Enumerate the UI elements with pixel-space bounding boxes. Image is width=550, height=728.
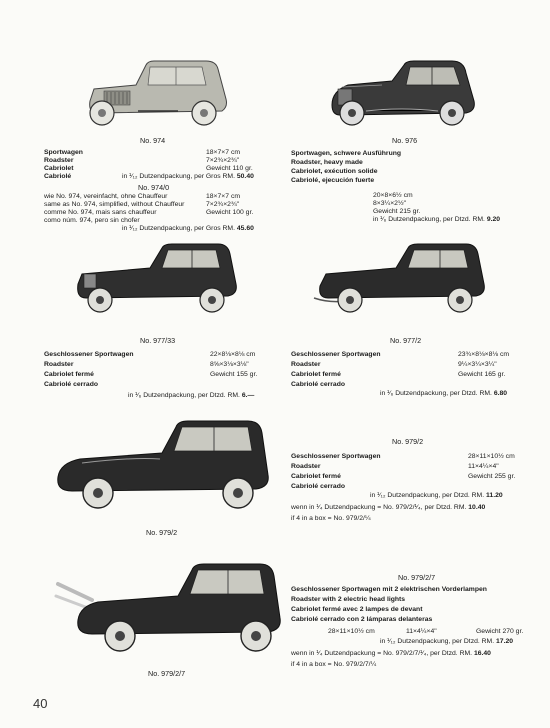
price: 11.20 xyxy=(486,492,503,499)
desc-line: Cabriolé cerrado con 2 lámparas delanteras xyxy=(291,616,433,623)
weight: Gewicht 215 gr. xyxy=(373,208,421,215)
name-line: Roadster xyxy=(44,157,74,164)
dims-in: 9¼×3¼×3¼" xyxy=(458,361,497,368)
packing: in ¹⁄₁₂ Dutzendpackung, per Dtzd. RM. xyxy=(370,492,485,499)
weight: Gewicht 255 gr. xyxy=(468,473,516,480)
model-descs-979-2-7 xyxy=(291,585,487,625)
desc-line: comme No. 974, mais sans chauffeur xyxy=(44,209,157,216)
weight: Gewicht 155 gr. xyxy=(210,371,258,378)
model-descs-974-0 xyxy=(44,193,184,225)
packing: in ¹⁄₁₂ Dutzendpackung, per Gros RM. xyxy=(122,173,235,180)
dims-cm: 28×11×10½ cm xyxy=(468,453,515,460)
model-label-976: No. 976 xyxy=(392,136,418,145)
desc-line: Geschlossener Sportwagen mit 2 elektrischen Vorderlampen xyxy=(291,586,487,593)
packing: in ¹⁄₁₂ Dutzendpackung, per Gros RM. xyxy=(122,225,235,232)
packing: in ¹⁄₆ Dutzendpackung, per Dtzd. RM. xyxy=(373,216,485,223)
name-line: Cabriolé xyxy=(44,173,72,180)
model-label-979-2-top: No. 979/2 xyxy=(392,437,424,446)
dims-in: 7×2¾×2¾" xyxy=(206,201,240,208)
name-line: Cabriolet fermé xyxy=(291,473,341,480)
model-specs-977-33 xyxy=(210,350,257,380)
price: 45.60 xyxy=(236,225,254,232)
model-label-979-2-7-bottom: No. 979/2/7 xyxy=(148,669,186,678)
model-label-979-2-7-top: No. 979/2/7 xyxy=(398,573,436,582)
price: 17.20 xyxy=(496,638,514,645)
desc-line: Cabriolet fermé avec 2 lampes de devant xyxy=(291,606,423,613)
name-line: Roadster xyxy=(291,463,321,470)
model-names-977-33 xyxy=(44,350,134,390)
name-line: Geschlossener Sportwagen xyxy=(44,351,134,358)
box-line2-979-2-7: if 4 in a box = No. 979/2/7/¼ xyxy=(291,661,377,668)
box-price: 16.40 xyxy=(473,650,491,657)
name-line: Cabriolet xyxy=(44,165,74,172)
dims-cm: 18×7×7 cm xyxy=(206,193,241,200)
packing: in ¹⁄₆ Dutzendpackung, per Dtzd. RM. xyxy=(380,390,492,397)
model-specs-979-2 xyxy=(468,452,515,482)
price-line-977-2 xyxy=(380,390,507,398)
price-line-979-2-7 xyxy=(380,638,513,646)
name-line: Roadster xyxy=(44,361,74,368)
box-line-979-2-7 xyxy=(291,650,491,658)
name-line: Cabriolet fermé xyxy=(291,371,341,378)
price-line-976 xyxy=(373,216,500,224)
name-line: Cabriolet fermé xyxy=(44,371,94,378)
model-label-974-0: No. 974/0 xyxy=(138,183,170,192)
desc-line: wie No. 974, vereinfacht, ohne Chauffeur xyxy=(44,193,168,200)
price: 6.80 xyxy=(493,390,508,397)
name-line: Sportwagen xyxy=(44,149,83,156)
name-line: Roadster xyxy=(291,361,321,368)
desc-line: Cabriolet, exécution solide xyxy=(291,168,378,175)
model-label-977-33: No. 977/33 xyxy=(140,336,176,345)
desc-line: Roadster, heavy made xyxy=(291,159,363,166)
model-specs-976 xyxy=(373,192,420,216)
box-line2-979-2: if 4 in a box = No. 979/2/¼ xyxy=(291,515,371,522)
weight: Gewicht 110 gr. xyxy=(206,165,253,172)
car-image-977-2 xyxy=(312,238,490,318)
name-line: Cabriolé cerrado xyxy=(44,381,99,388)
dims-in: 8⅝×3⅛×3⅛" xyxy=(210,361,249,368)
dims-cm-979-2-7: 28×11×10½ cm xyxy=(328,628,375,635)
model-names-974 xyxy=(44,149,83,181)
model-specs-974-0 xyxy=(206,193,253,217)
weight: Gewicht 165 gr. xyxy=(458,371,506,378)
box-text: wenn in ¹⁄₄ Dutzendpackung = No. 979/2/7/¹⁄₄, per Dtzd. RM. xyxy=(291,650,473,657)
dims-in: 8×3¼×2½" xyxy=(373,200,407,207)
dims-in-979-2-7: 11×4¼×4" xyxy=(406,628,437,635)
box-price: 10.40 xyxy=(468,504,486,511)
price: 9.20 xyxy=(486,216,501,223)
desc-line: Sportwagen, schwere Ausführung xyxy=(291,150,402,157)
model-names-979-2 xyxy=(291,452,381,492)
desc-line: como núm. 974, pero sin chofer xyxy=(44,217,140,224)
name-line: Cabriolé cerrado xyxy=(291,381,346,388)
model-label-974: No. 974 xyxy=(140,136,166,145)
name-line: Cabriolé cerrado xyxy=(291,483,346,490)
packing: in ¹⁄₁₂ Dutzendpackung, per Dtzd. RM. xyxy=(380,638,495,645)
desc-line: Cabriolé, ejecución fuerte xyxy=(291,177,375,184)
dims-cm: 18×7×7 cm xyxy=(206,149,241,156)
model-names-977-2 xyxy=(291,350,381,390)
model-descs-976 xyxy=(291,149,401,185)
car-image-979-2 xyxy=(52,415,272,515)
name-line: Geschlossener Sportwagen xyxy=(291,351,381,358)
dims-in: 7×2¾×2¾" xyxy=(206,157,240,164)
dims-cm: 22×8⅛×8⅛ cm xyxy=(210,351,256,358)
price-line-974-0 xyxy=(122,225,254,233)
price: 50.40 xyxy=(236,173,254,180)
car-image-974 xyxy=(78,55,238,130)
price-line-974 xyxy=(122,173,254,181)
car-image-979-2-7 xyxy=(48,558,288,658)
box-line-979-2 xyxy=(291,504,485,512)
desc-line: Roadster with 2 electric head lights xyxy=(291,596,406,603)
model-specs-974 xyxy=(206,149,253,173)
dims-cm: 20×8×6½ cm xyxy=(373,192,413,199)
price-line-977-33 xyxy=(128,392,254,400)
weight-979-2-7: Gewicht 270 gr. xyxy=(476,628,524,635)
model-label-977-2: No. 977/2 xyxy=(390,336,422,345)
price-line-979-2 xyxy=(370,492,503,500)
model-label-979-2-bottom: No. 979/2 xyxy=(146,528,178,537)
weight: Gewicht 100 gr. xyxy=(206,209,254,216)
packing: in ¹⁄₆ Dutzendpackung, per Dtzd. RM. xyxy=(128,392,240,399)
car-image-977-33 xyxy=(70,238,240,318)
desc-line: same as No. 974, simplified, without Chauffeur xyxy=(44,201,185,208)
model-specs-977-2 xyxy=(458,350,509,380)
name-line: Geschlossener Sportwagen xyxy=(291,453,381,460)
dims-in: 11×4¼×4" xyxy=(468,463,499,470)
page-number: 40 xyxy=(33,696,48,711)
price: 6.— xyxy=(241,392,255,399)
box-text: wenn in ¹⁄₄ Dutzendpackung = No. 979/2/¹⁄₄, per Dtzd. RM. xyxy=(291,504,467,511)
car-image-976 xyxy=(322,55,482,130)
dims-cm: 23¾×8⅛×8⅛ cm xyxy=(458,351,510,358)
